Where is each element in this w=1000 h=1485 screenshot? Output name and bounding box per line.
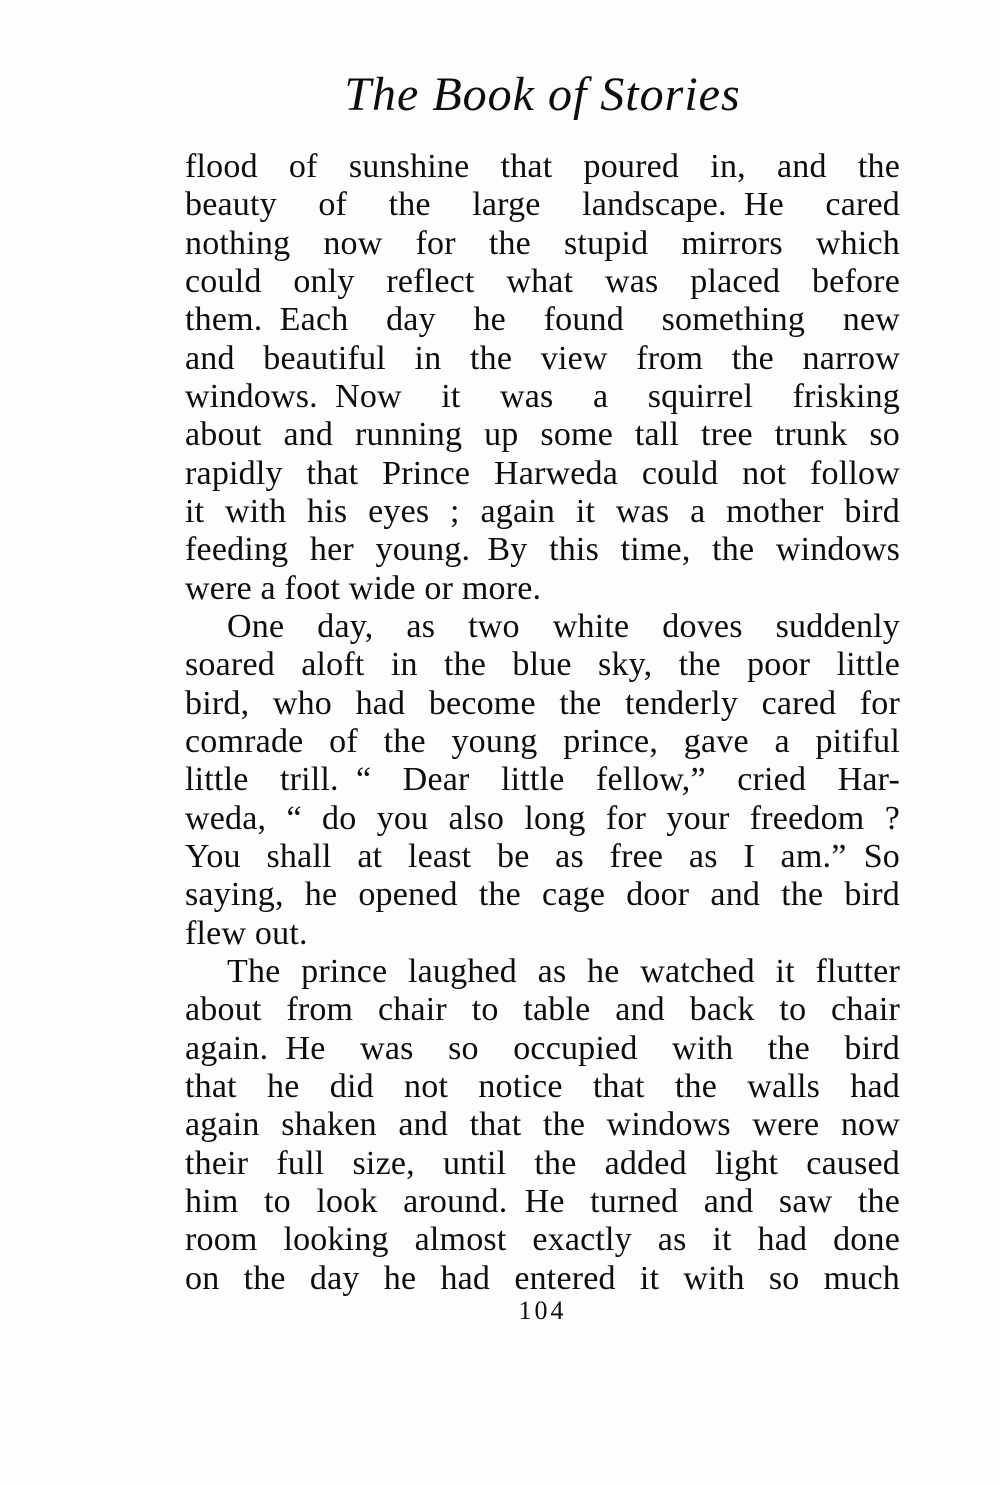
paragraph [185,148,900,608]
text-line: that he did not notice that the walls had [185,1067,900,1105]
text-line: him to look around. He turned and saw the [185,1182,900,1220]
text-line: weda, “ do you also long for your freedom ? [185,799,900,837]
text-line: them. Each day he found something new [185,301,900,339]
text-line: about from chair to table and back to chair [185,991,900,1029]
text-line: and beautiful in the view from the narrow [185,339,900,377]
text-line: were a foot wide or more. [185,569,542,607]
text-line: bird, who had become the tenderly cared for [185,684,900,722]
body-text [185,148,900,1298]
text-line: it with his eyes ; again it was a mother bird [185,492,900,530]
text-line: flood of sunshine that poured in, and the [185,148,900,185]
text-line: their full size, until the added light caused [185,1144,900,1182]
text-line: could only reflect what was placed before [185,262,900,300]
text-line: rapidly that Prince Harweda could not follow [185,454,900,492]
text-line: beauty of the large landscape. He cared [185,186,900,224]
text-line: flew out. [185,914,308,952]
text-line: comrade of the young prince, gave a pitiful [185,722,900,760]
text-line: room looking almost exactly as it had done [185,1221,900,1259]
text-line: nothing now for the stupid mirrors which [185,224,900,262]
text-line: on the day he had entered it with so much [185,1259,900,1297]
text-line: again. He was so occupied with the bird [185,1029,900,1067]
text-line: again shaken and that the windows were now [185,1106,900,1144]
text-line: One day, as two white doves suddenly [227,607,900,645]
page-number: 104 [518,1296,567,1325]
text-line: saying, he opened the cage door and the bird [185,876,900,914]
text-line: about and running up some tall tree trunk so [185,416,900,454]
text-line: You shall at least be as free as I am.” So [185,837,900,875]
text-line: little trill. “ Dear little fellow,” cried Har- [185,761,900,799]
text-line: windows. Now it was a squirrel frisking [185,377,900,415]
text-line: soared aloft in the blue sky, the poor little [185,646,900,684]
page-header-title: The Book of Stories [344,68,741,121]
paragraph [185,953,900,1298]
paragraph [185,608,900,953]
text-line: feeding her young. By this time, the windows [185,531,900,569]
text-line: The prince laughed as he watched it flutter [227,952,900,990]
